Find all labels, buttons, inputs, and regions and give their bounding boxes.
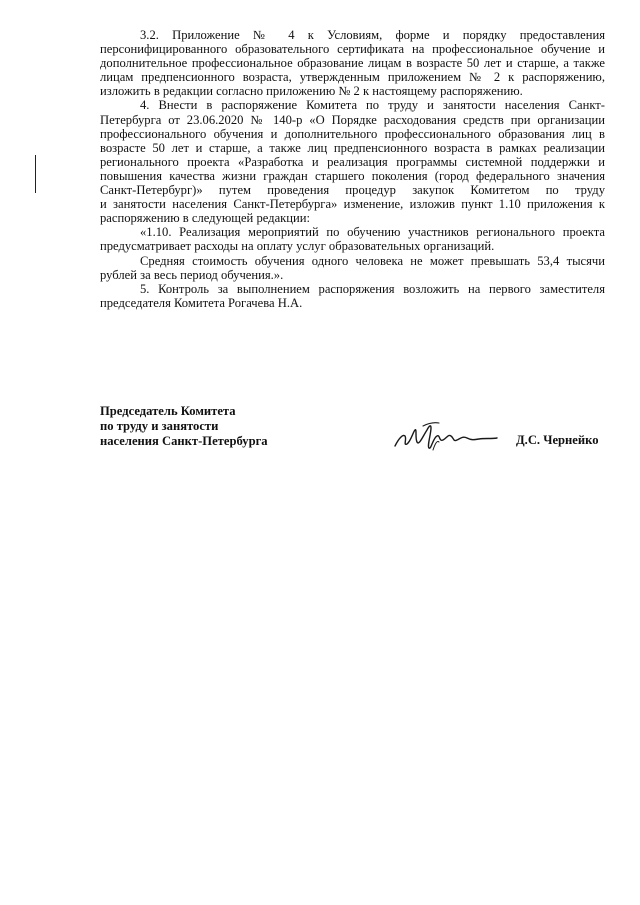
signatory-title-line-1: Председатель Комитета [100, 404, 236, 418]
paragraph-4-continuation: и занятости населения Санкт-Петербурга» изменение, изложив пункт 1.10 приложения к распоряжению в следующей редакции: [100, 197, 605, 226]
paragraph-4: 4. Внести в распоряжение Комитета по труду и занятости населения Санкт-Петербурга от 23.06.2020 № 140-р «О Порядке расходования средств при организации профессионального обучения и дополнительного профессионального образования лиц в возрасте 50 лет и старше, а также лиц предпенсионного возраста в рамках реализации регионального проекта «Разработка и реализация программы системной поддержки и повышения качества жизни граждан старшего поколения (город федерального значения Санкт-Петербург)» путем проведения процедур закупок Комитетом по труду [100, 98, 605, 198]
paragraph-3-2: 3.2. Приложение № 4 к Условиям, форме и порядку предоставления персонифицированного образовательного сертификата на профессиональное обучение и дополнительное профессиональное образование лицам в возрасте 50 лет и старше, а также лицам предпенсионного возраста, утвержденным приложением № 2 к распоряжению, изложить в редакции согласно приложению № 2 к настоящему распоряжению. [100, 28, 605, 99]
document-body [100, 28, 605, 310]
paragraph-quote-1-10: «1.10. Реализация мероприятий по обучению участников регионального проекта предусматривает расходы на оплату услуг образовательных организаций. [100, 225, 605, 254]
signatory-title-line-3: населения Санкт-Петербурга [100, 434, 268, 448]
signatory-title [100, 404, 268, 449]
signatory-title-line-2: по труду и занятости [100, 419, 219, 433]
paragraph-5: 5. Контроль за выполнением распоряжения возложить на первого заместителя председателя Комитета Рогачева Н.А. [100, 281, 605, 310]
handwritten-signature-icon [393, 420, 501, 454]
paragraph-average-cost: Средняя стоимость обучения одного человека не может превышать 53,4 тысячи рублей за весь период обучения.». [100, 253, 605, 282]
signer-name: Д.С. Чернейко [516, 433, 599, 447]
margin-mark [35, 155, 36, 193]
